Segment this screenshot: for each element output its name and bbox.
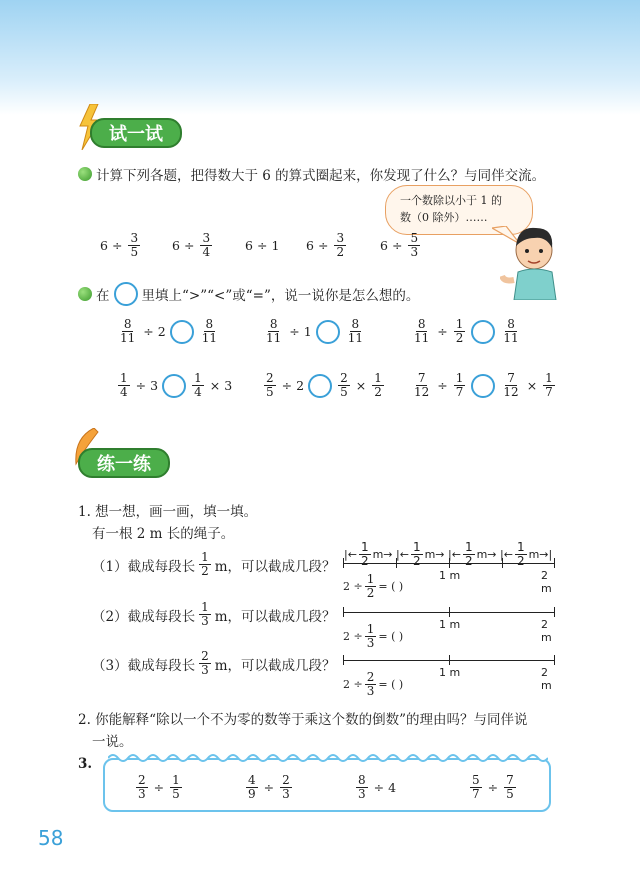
answer-circle[interactable]	[316, 320, 340, 344]
bullet-icon	[78, 287, 92, 301]
answer-circle[interactable]	[471, 374, 495, 398]
mark-2m: 2 m	[541, 569, 552, 595]
task2-text: 在 里填上“>”“<”或“=”，说一说你是怎么想的。	[96, 282, 419, 306]
segment-label: |← $\frac{1}{2}$ m →	[396, 540, 445, 568]
page-number: 58	[38, 826, 64, 850]
segment-label: |← $\frac{1}{2}$ m →	[448, 540, 497, 568]
fraction: $\frac{3}{5}$	[130, 231, 139, 259]
task1-expr-5: 6 ÷ $\frac{5}{3}$	[380, 231, 419, 259]
part1-label: （1）截成每段长 $\frac{1}{2}$ m，可以截成几段？	[92, 550, 336, 578]
q3-expr-4: $\frac{5}{7}$ ÷ $\frac{7}{5}$	[472, 773, 514, 801]
answer-circle[interactable]	[471, 320, 495, 344]
boy-illustration-icon	[500, 220, 570, 300]
task1-expr-3: 6 ÷ 1	[245, 238, 280, 253]
practice-section-banner: 练一练	[78, 448, 170, 478]
part2-label: （2）截成每段长 $\frac{1}{3}$ m，可以截成几段？	[92, 600, 336, 628]
answer-circle[interactable]	[162, 374, 186, 398]
task1-expr-1: 6 ÷ $\frac{3}{5}$	[100, 231, 139, 259]
compare-expr-r2c2: $\frac{2}{5}$ ÷ 2 $\frac{2}{5}$ × $\frac{1}{2}$	[266, 371, 382, 399]
q3-expr-2: $\frac{4}{9}$ ÷ $\frac{2}{3}$	[248, 773, 290, 801]
bubble-line1: 一个数除以小于 1 的	[400, 194, 502, 207]
compare-expr-r1c2: $\frac{8}{11}$ ÷ 1 $\frac{8}{11}$	[266, 317, 363, 345]
task1-expr-2: 6 ÷ $\frac{3}{4}$	[172, 231, 211, 259]
bullet-icon	[78, 167, 92, 181]
q3-expr-1: $\frac{2}{3}$ ÷ $\frac{1}{5}$	[138, 773, 180, 801]
compare-expr-r2c1: $\frac{1}{4}$ ÷ 3 $\frac{1}{4}$ × 3	[120, 371, 233, 399]
fraction: $\frac{3}{4}$	[202, 231, 211, 259]
task1-text: 计算下列各题，把得数大于 6 的算式圈起来，你发现了什么？与同伴交流。	[96, 168, 546, 184]
segment-label: |← $\frac{1}{2}$ m →|	[500, 540, 553, 568]
try-section-banner: 试一试	[90, 118, 182, 148]
q1-title: 1. 想一想，画一画，填一填。	[78, 504, 258, 520]
part2-equation: 2 ÷ $\frac{1}{3}$ = ( )	[343, 622, 404, 650]
compare-expr-r1c3: $\frac{8}{11}$ ÷ $\frac{1}{2}$ $\frac{8}{11}$	[414, 317, 519, 345]
q3-expr-3: $\frac{8}{3}$ ÷ 4	[358, 773, 397, 801]
mark-1m: 1 m	[439, 569, 461, 582]
answer-circle[interactable]	[308, 374, 332, 398]
part3-label: （3）截成每段长 $\frac{2}{3}$ m，可以截成几段？	[92, 649, 336, 677]
compare-expr-r1c1: $\frac{8}{11}$ ÷ 2 $\frac{8}{11}$	[120, 317, 217, 345]
fraction: $\frac{5}{3}$	[410, 231, 419, 259]
q2-line2: 一说。	[92, 734, 133, 750]
part1-equation: 2 ÷ $\frac{1}{2}$ = ( )	[343, 572, 404, 600]
part3-equation: 2 ÷ $\frac{2}{3}$ = ( )	[343, 670, 404, 698]
number-line-3: 1 m 2 m	[343, 652, 555, 682]
task1-expr-4: 6 ÷ $\frac{3}{2}$	[306, 231, 345, 259]
q2-line1: 2. 你能解释“除以一个不为零的数等于乘这个数的倒数”的理由吗？与同伴说	[78, 712, 528, 728]
fraction: $\frac{3}{2}$	[336, 231, 345, 259]
number-line-2: 1 m 2 m	[343, 604, 555, 634]
compare-expr-r2c3: $\frac{7}{12}$ ÷ $\frac{1}{7}$ $\frac{7}{12}$ × $\frac{1}{7}$	[414, 371, 553, 399]
answer-circle[interactable]	[170, 320, 194, 344]
q3-number: 3.	[78, 756, 93, 772]
bubble-line2: 数（0 除外）……	[400, 211, 488, 224]
wave-border-icon	[108, 752, 548, 764]
answer-circle[interactable]	[114, 282, 138, 306]
segment-label: |← $\frac{1}{2}$ m →	[344, 540, 393, 568]
q1-subtitle: 有一根 2 m 长的绳子。	[92, 526, 235, 542]
